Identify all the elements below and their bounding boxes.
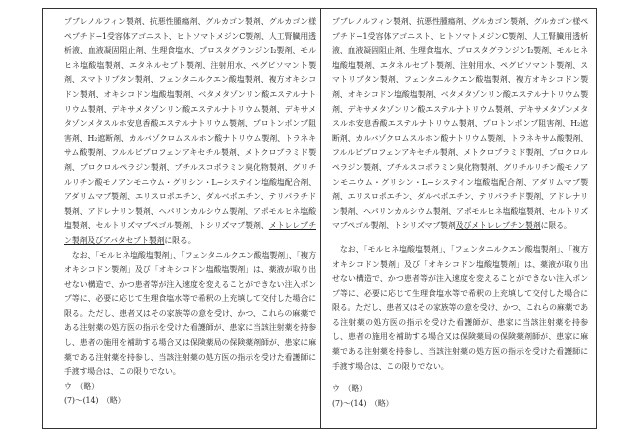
- drug-list-paragraph: [332, 15, 588, 234]
- amended-drug-names: 及びメトレレプチン製剤: [455, 221, 541, 231]
- drug-list-ending: に限る。: [540, 221, 572, 231]
- items-7-14-omitted: (7)～(14) （略）: [64, 396, 126, 406]
- drug-list-paragraph: [64, 15, 316, 249]
- drug-list-text: プブレノルフィン製剤、抗悪性腫瘍剤、グルカゴン製剤、グルカゴン様ペプチド−1受容体アゴニスト、ヒトソマトメジンC製剤、人工腎臓用透析液、血液凝固阻止剤、生理食塩水、プロスタグランジンI₂製剤、モルヒネ塩酸塩製剤、エタネルセプト製剤、注射用水、ペグビソマント製剤、スマトリプタン製剤、フェンタニルクエン酸塩製剤、複方オキシコドン製剤、オキシコドン塩酸塩製剤、ベタメタゾンリン酸エステルナトリウム製剤、デキサメタゾンリン酸エステルナトリウム製剤、デキサメタゾンメタスルホ安息香酸エステルナトリウム製剤、プロトンポンプ阻害剤、H₂遮断剤、カルバゾクロムスルホン酸ナトリウム製剤、トラネキサム酸製剤、フルルビプロフェンアキセチル製剤、メトクロプラミド製剤、プロクロルペラジン製剤、ブチルスコポラミン臭化物製剤、グリチルリチン酸モノアンモニウム・グリシン・L−システイン塩酸塩配合剤、アダリムマブ製剤、エリスロポエチン、ダルベポエチン、テリパラチド製剤、アドレナリン製剤、ヘパリンカルシウム製剤、アポモルヒネ塩酸塩製剤、セルトリズマブペゴル製剤、トシリズマブ製剤、: [64, 17, 316, 231]
- current-text-column: [332, 15, 588, 411]
- item-u-omitted: ウ （略）: [64, 381, 99, 391]
- drug-list-text: プブレノルフィン製剤、抗悪性腫瘍剤、グルカゴン製剤、グルカゴン様ペプチド−1受容体アゴニスト、ヒトソマトメジンC製剤、人工腎臓用透析液、血液凝固阻止剤、生理食塩水、プロスタグランジンI₂製剤、モルヒネ塩酸塩製剤、エタネルセプト製剤、注射用水、ペグビソマント製剤、スマトリプタン製剤、フェンタニルクエン酸塩製剤、複方オキシコドン製剤、オキシコドン塩酸塩製剤、ベタメタゾンリン酸エステルナトリウム製剤、デキサメタゾンリン酸エステルナトリウム製剤、デキサメタゾンメタスルホ安息香酸エステルナトリウム製剤、プロトンポンプ阻害剤、H₂遮断剤、カルバゾクロムスルホン酸ナトリウム製剤、トラネキサム酸製剤、フルルビプロフェンアキセチル製剤、メトクロプラミド製剤、プロクロルペラジン製剤、ブチルスコポラミン臭化物製剤、グリチルリチン酸モノアンモニウム・グリシン・L−システイン塩酸塩配合剤、アダリムマブ製剤、エリスロポエチン、ダルベポエチン、テリパラチド製剤、アドレナリン製剤、ヘパリンカルシウム製剤、アポモルヒネ塩酸塩製剤、セルトリズマブペゴル製剤、トシリズマブ製剤: [332, 17, 588, 231]
- column-divider: [320, 8, 321, 429]
- narcotic-note-paragraph: なお、「モルヒネ塩酸塩製剤」、「フェンタニルクエン酸塩製剤」、「複方オキシコドン製剤」及び「オキシコドン塩酸塩製剤」は、薬液が取り出せない構造で、かつ患者等が注入速度を変えることができない注入ポンプ等に、必要に応じて生理食塩水等で希釈の上充填して交付した場合に限る。ただし、患者又はその家族等の意を受け、かつ、これらの麻薬である注射薬の処方医の指示を受けた看護師が、患家に当該注射薬を持参し、患者の施用を補助する場合又は保険薬局の保険薬剤師が、患家に麻薬である注射薬を持参し、当該注射薬の処方医の指示を受けた看護師に手渡す場合は、この限りでない。: [64, 250, 316, 377]
- drug-list-ending: に限る。: [164, 235, 196, 245]
- revised-text-column: [64, 15, 316, 409]
- paragraph-spacer: [332, 374, 588, 382]
- narcotic-note-paragraph: なお、「モルヒネ塩酸塩製剤」、「フェンタニルクエン酸塩製剤」、「複方オキシコドン製剤」及び「オキシコドン塩酸塩製剤」は、薬液が取り出せない構造で、かつ患者等が注入速度を変えることができない注入ポンプ等に、必要に応じて生理食塩水等で希釈の上充填して交付した場合に限る。ただし、患者又はその家族等の意を受け、かつ、これらの麻薬である注射薬の処方医の指示を受けた看護師が、患家に当該注射薬を持参し、患者の施用を補助する場合又は保険薬局の保険薬剤師が、患家に麻薬である注射薬を持参し、当該注射薬の処方医の指示を受けた看護師に手渡す場合は、この限りでない。: [332, 244, 588, 371]
- amended-drug-names: メトレレプチン製剤及びアバタセプト製剤: [64, 221, 316, 245]
- paragraph-spacer: [332, 234, 588, 243]
- item-u-omitted: ウ （略）: [332, 384, 367, 394]
- items-7-14-omitted: (7)～(14) （略）: [332, 398, 394, 408]
